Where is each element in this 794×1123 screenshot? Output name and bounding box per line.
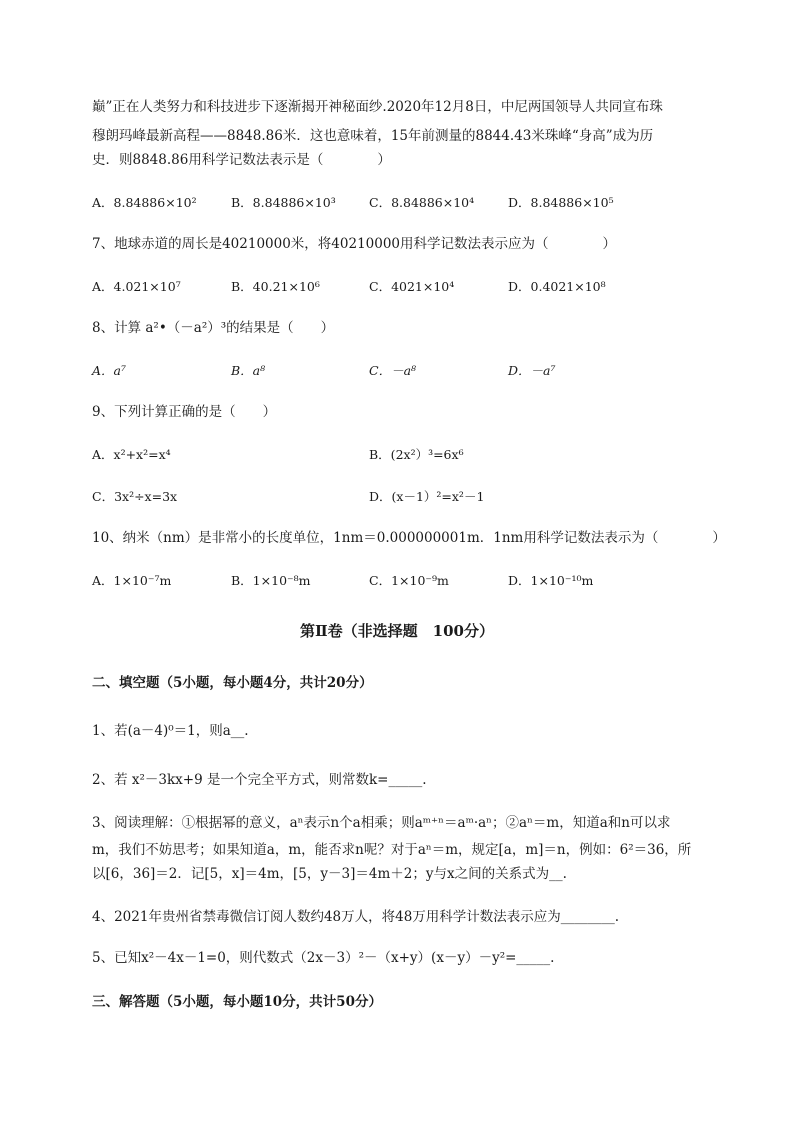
q9-option-a: A．x²+x²=x⁴	[92, 447, 171, 462]
q9-option-d: D．(x－1）²=x²－1	[369, 489, 485, 504]
q6-stem-line2: 穆朗玛峰最新高程——8848.86米．这也意味着，15年前测量的8844.43米珠峰“身高”成为历	[92, 128, 654, 144]
q8-option-b: B．a⁸	[231, 363, 266, 378]
fill-section-heading: 二、填空题（5小题，每小题4分，共计20分）	[92, 675, 373, 691]
q8-option-c: C．－a⁸	[369, 363, 417, 378]
q6-option-a: A．8.84886×10²	[92, 195, 197, 210]
q7-option-d: D．0.4021×10⁸	[508, 279, 606, 294]
q8-option-a: A．a⁷	[92, 363, 126, 378]
fill-q1: 1、若(a－4)⁰＝1，则a__.	[92, 723, 249, 739]
q6-option-d: D．8.84886×10⁵	[508, 195, 614, 210]
fill-q5: 5、已知x²－4x－1=0，则代数式（2x－3）²－（x+y）(x－y）－y²=_____.	[92, 950, 555, 966]
q7-stem: 7、地球赤道的周长是40210000米，将40210000用科学记数法表示应为（ ）	[92, 236, 617, 252]
q10-option-a: A．1×10⁻⁷m	[92, 573, 172, 588]
q6-option-c: C．8.84886×10⁴	[369, 195, 475, 210]
fill-q3-line1: 3、阅读理解：①根据幂的意义，aⁿ表示n个a相乘；则aᵐ⁺ⁿ＝aᵐ·aⁿ；②aⁿ＝m，知道a和n可以求	[92, 815, 671, 831]
q10-stem: 10、纳米（nm）是非常小的长度单位，1nm＝0.000000001m．1nm用科学记数法表示为（ ）	[92, 530, 726, 546]
q8-stem: 8、计算 a²•（－a²）³的结果是（ ）	[92, 320, 335, 336]
q9-option-c: C．3x²÷x=3x	[92, 489, 178, 504]
q6-stem-line3: 史．则8848.86用科学记数法表示是（ ）	[92, 152, 391, 168]
fill-q3-line2: m，我们不妨思考；如果知道a，m，能否求n呢？对于aⁿ＝m，规定[a，m]＝n，例如：6²＝36，所	[92, 842, 692, 858]
q6-option-b: B．8.84886×10³	[231, 195, 336, 210]
fill-q4: 4、2021年贵州省禁毒微信订阅人数约48万人，将48万用科学计数法表示应为________.	[92, 909, 620, 925]
q10-option-c: C．1×10⁻⁹m	[369, 573, 449, 588]
q8-option-d: D．－a⁷	[508, 363, 556, 378]
q7-option-b: B．40.21×10⁶	[231, 279, 320, 294]
q10-option-b: B．1×10⁻⁸m	[231, 573, 311, 588]
q7-option-c: C．4021×10⁴	[369, 279, 455, 294]
answer-section-heading: 三、解答题（5小题，每小题10分，共计50分）	[92, 994, 382, 1010]
q6-stem-line1: 巅”正在人类努力和科技进步下逐渐揭开神秘面纱.2020年12月8日，中尼两国领导人共同宣布珠	[92, 99, 663, 115]
q9-option-b: B．(2x²）³=6x⁶	[369, 447, 464, 462]
q10-option-d: D．1×10⁻¹⁰m	[508, 573, 594, 588]
part2-title: 第Ⅱ卷（非选择题 100分）	[300, 622, 494, 640]
fill-q3-line3: 以[6，36]＝2．记[5，x]＝4m，[5，y－3]＝4m＋2；y与x之间的关系式为__.	[92, 866, 567, 882]
q9-stem: 9、下列计算正确的是（ ）	[92, 404, 277, 420]
q7-option-a: A．4.021×10⁷	[92, 279, 181, 294]
fill-q2: 2、若 x²－3kx+9 是一个完全平方式，则常数k=_____.	[92, 772, 427, 788]
